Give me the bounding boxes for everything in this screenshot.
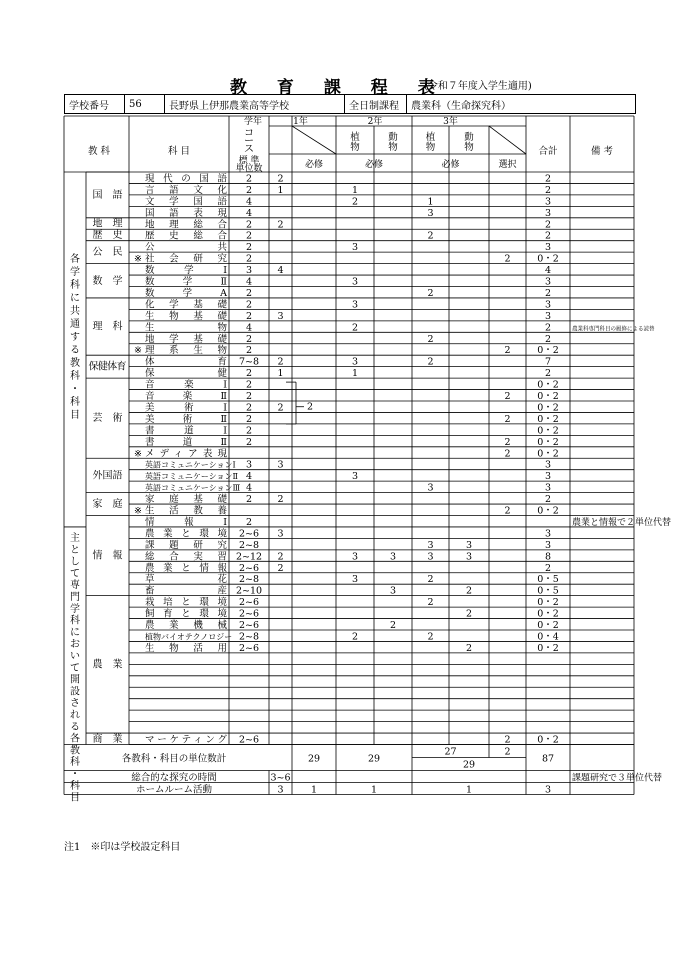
total-credits: 2	[544, 184, 552, 196]
year2-plant-credits: 3	[351, 551, 359, 563]
subject-name: 歴史総合	[145, 230, 227, 242]
year3-elective-credits: 2	[504, 505, 511, 517]
total-credits: 3	[544, 310, 552, 322]
common-area-label: 各	[70, 254, 80, 265]
total-credits: 0・2	[537, 379, 559, 391]
col-dobutsu: 物	[464, 142, 474, 153]
col-sentaku: 選択	[498, 160, 517, 170]
tankyu-label: 総合的な探究の時間	[131, 772, 217, 784]
subject-name: 地学基礎	[145, 333, 227, 345]
standard-credits: 2	[245, 425, 253, 437]
col-gakunen: 学年	[243, 117, 263, 127]
total-credits: 2	[544, 562, 552, 574]
total-credits: 0・2	[537, 413, 559, 425]
total-credits: 2	[544, 322, 552, 334]
summary-label: 各教科・科目の単位数計	[121, 753, 227, 765]
standard-credits: 2~6	[238, 620, 260, 631]
year3-elective-credits: 2	[504, 734, 511, 746]
subject-name: 栽培と環境	[145, 597, 227, 609]
summary-year2: 29	[367, 753, 381, 765]
special-area-label: さ	[70, 698, 80, 710]
standard-credits: 2~6	[238, 562, 260, 574]
subject-name: 書道Ⅱ	[145, 436, 227, 448]
common-area-label: ・	[70, 384, 80, 395]
standard-credits: 2~8	[238, 574, 260, 586]
homeroom-year2: 1	[370, 784, 378, 796]
year1-credits: 1	[277, 368, 284, 380]
year3-animal-credits: 3	[465, 539, 473, 551]
common-area-label: に	[70, 293, 80, 304]
col-tanisu: 単位数	[235, 164, 263, 174]
standard-credits: 2~6	[238, 734, 260, 746]
year1-credits: 1	[277, 184, 284, 196]
common-area-label: 目	[70, 410, 80, 421]
page-title: 教 育 課 程 表	[230, 78, 447, 98]
year1-credits: 2	[277, 551, 284, 563]
common-area-label: 科	[70, 280, 80, 291]
standard-credits: 2	[245, 230, 253, 242]
year1-credits: 2	[277, 173, 284, 185]
standard-credits: 2	[245, 368, 253, 380]
year3-elective-credits: 2	[504, 436, 511, 448]
year3-plant-credits: 2	[427, 333, 434, 345]
special-area-label: 学	[70, 603, 80, 615]
year1-credits: 3	[277, 310, 284, 322]
col-course: コ	[244, 128, 254, 139]
common-area-label: 科	[70, 397, 80, 408]
standard-credits: 2	[245, 379, 253, 391]
special-area-label: し	[70, 556, 80, 568]
total-credits: 0・2	[537, 597, 559, 609]
year2-plant-credits: 3	[351, 276, 359, 288]
total-credits: 3	[544, 299, 552, 311]
standard-credits: 2~6	[238, 642, 260, 654]
standard-credits: 2~10	[235, 585, 263, 597]
total-credits: 3	[544, 242, 552, 254]
subject-name: 畜産	[145, 585, 227, 597]
subject-name: 美術Ⅰ	[145, 402, 227, 414]
special-area-label: と	[70, 544, 80, 556]
subject-name: 生物基礎	[145, 310, 227, 322]
total-credits: 2	[544, 230, 552, 242]
subject-name: 飼育と環境	[145, 608, 227, 620]
year2-plant-credits: 3	[351, 471, 359, 483]
special-area-label: い	[70, 650, 80, 662]
col-course: ー	[244, 136, 254, 147]
total-credits: 0・4	[537, 631, 559, 643]
subject-name: 地理総合	[145, 219, 227, 231]
year3-plant-credits: 2	[427, 574, 434, 586]
special-area-label: 開	[70, 674, 80, 686]
total-credits: 3	[544, 459, 552, 471]
standard-credits: 2~8	[238, 539, 260, 551]
year2-plant-credits: 3	[351, 356, 359, 368]
standard-credits: 2~8	[238, 631, 260, 643]
total-credits: 7	[544, 356, 552, 368]
col-hisshu: 必修	[304, 160, 324, 170]
special-area-label: 科	[70, 757, 80, 769]
school-defined-mark: ※	[134, 345, 142, 357]
subject-name: 生物活用	[145, 642, 227, 654]
col-course: ス	[244, 144, 254, 155]
kyoka-label: 保健体育	[88, 361, 127, 373]
standard-credits: 2	[245, 516, 253, 528]
special-area-label: る	[70, 721, 80, 733]
summary-year3-required: 27	[444, 746, 457, 758]
col-gokei: 合計	[538, 146, 558, 157]
standard-credits: 3	[245, 459, 253, 471]
total-credits: 0・2	[537, 436, 559, 448]
year3-elective-credits: 2	[504, 391, 511, 402]
subject-name: 音楽Ⅱ	[145, 391, 227, 402]
special-area-label: 専	[70, 580, 80, 592]
total-credits: 0・2	[537, 253, 559, 265]
subject-name: 理系生物	[145, 345, 227, 357]
common-area-label: る	[70, 345, 80, 356]
col-shokubutsu: 植	[350, 132, 360, 143]
year1-credits: 2	[277, 356, 284, 368]
common-area-label: 通	[70, 319, 80, 330]
standard-credits: 2	[245, 287, 253, 299]
standard-credits: 2	[245, 333, 253, 345]
summary-year3-total: 29	[462, 759, 476, 771]
subject-name: 社会研究	[145, 253, 227, 265]
year3-plant-credits: 3	[427, 482, 434, 494]
standard-credits: 2	[245, 219, 253, 231]
total-credits: 2	[544, 333, 552, 345]
subject-name: 家庭基礎	[145, 494, 227, 506]
subject-name: 書道Ⅰ	[145, 425, 227, 437]
col-dobutsu: 物	[388, 142, 398, 153]
total-credits: 3	[544, 207, 552, 219]
special-area-label: れ	[70, 709, 80, 721]
total-credits: 0・2	[537, 448, 559, 460]
standard-credits: 2	[245, 402, 253, 414]
standard-credits: 2	[245, 184, 253, 196]
col-hyojun: 標 準	[238, 156, 260, 166]
year2-plant-credits: 1	[351, 184, 359, 196]
col-hisshu: 必修	[364, 160, 384, 170]
total-credits: 3	[544, 539, 552, 551]
year3-plant-credits: 2	[427, 597, 434, 609]
diagonal	[292, 126, 336, 154]
subject-name: 植物バイオテクノロジー	[145, 632, 233, 642]
total-credits: 0・2	[537, 505, 559, 517]
subject-name: 体育	[145, 356, 227, 368]
year2-animal-credits: 2	[389, 620, 397, 631]
standard-credits: 2	[245, 299, 253, 311]
kyoka-label: 家 庭	[92, 499, 123, 511]
school-name: 長野県上伊那農業高等学校	[165, 95, 345, 113]
total-credits: 3	[544, 196, 552, 208]
standard-credits: 2	[245, 310, 253, 322]
school-header	[64, 94, 636, 114]
common-area-label: す	[70, 332, 80, 343]
col-year2: 2年	[367, 117, 383, 127]
year2-plant-credits: 1	[351, 368, 359, 380]
year3-plant-credits: 1	[427, 196, 434, 208]
col-kamoku: 科 目	[167, 146, 191, 157]
standard-credits: 2~6	[238, 597, 260, 609]
subject-name: 情報Ⅰ	[145, 516, 227, 528]
year2-plant-credits: 3	[351, 299, 359, 311]
total-credits: 0・2	[537, 620, 559, 631]
year1-credits: 3	[277, 459, 284, 471]
homeroom-year1: 1	[310, 784, 318, 796]
kyoka-label: 国 語	[92, 189, 123, 201]
year3-plant-credits: 3	[427, 539, 434, 551]
kyoka-label: 情 報	[92, 550, 123, 562]
school-no: 56	[125, 95, 165, 113]
total-credits: 2	[544, 494, 552, 506]
special-area-label: 各	[70, 733, 80, 745]
subject-name: 文学国語	[145, 196, 227, 208]
homeroom-total: 3	[544, 784, 552, 796]
kyoka-label: 数 学	[92, 275, 123, 287]
standard-credits: 2	[245, 345, 253, 357]
total-credits: 0・2	[537, 402, 559, 414]
total-credits: 3	[544, 276, 552, 288]
total-credits: 2	[544, 287, 552, 299]
standard-credits: 2	[245, 436, 253, 448]
kyoka-label: 外国語	[92, 470, 123, 482]
col-kyoka: 教 科	[87, 146, 111, 157]
page-subtitle: (令和７年度入学生適用)	[424, 81, 532, 92]
subject-name: 農業と環境	[145, 528, 227, 540]
special-area-label: て	[70, 568, 80, 580]
year3-plant-credits: 2	[427, 631, 434, 643]
year3-plant-credits: 3	[427, 207, 434, 219]
kyoka-label: 農 業	[92, 659, 123, 671]
year2-plant-credits: 2	[351, 322, 359, 334]
standard-credits: 3	[245, 265, 253, 277]
standard-credits: 2	[245, 173, 253, 185]
year2-plant-credits: 3	[351, 242, 359, 254]
standard-credits: 4	[245, 196, 253, 208]
standard-credits: 4	[245, 482, 253, 494]
special-area-label: 目	[70, 792, 80, 804]
tankyu-remarks: 課題研究で３単位代替	[572, 773, 663, 784]
subject-name: 保健	[145, 368, 227, 380]
special-area-label: 門	[70, 591, 80, 603]
special-area-label: ・	[70, 768, 80, 780]
total-credits: 0・2	[537, 642, 559, 654]
col-shokubutsu: 物	[425, 142, 436, 153]
total-credits: 2	[544, 368, 552, 380]
special-area-label: 教	[70, 745, 80, 757]
subject-name: 国語表現	[145, 207, 227, 219]
standard-credits: 2~12	[235, 551, 263, 563]
standard-credits: 2	[245, 253, 253, 265]
subject-name: 音楽Ⅰ	[145, 379, 227, 391]
subject-name: 課題研究	[145, 539, 227, 551]
remarks: 農業科専門科目の履修による読替	[572, 326, 655, 333]
school-no-label: 学校番号	[65, 95, 125, 113]
subject-name: 化学基礎	[145, 299, 227, 311]
subject-name: マーケティング	[145, 734, 227, 746]
subject-name: 数学A	[145, 287, 227, 299]
special-area-label: て	[70, 662, 80, 674]
year1-credits: 2	[277, 494, 284, 506]
year3-plant-credits: 2	[427, 356, 434, 368]
col-hisshu: 必修	[441, 160, 460, 170]
year3-plant-credits: 2	[427, 287, 434, 299]
year3-plant-credits: 2	[427, 230, 434, 242]
special-area-label: に	[70, 627, 80, 639]
year1-credits: 2	[277, 402, 284, 414]
year2-animal-credits: 3	[389, 585, 397, 597]
subject-name: 農業機械	[145, 620, 227, 631]
subject-name: 草花	[145, 574, 227, 586]
total-credits: 0・2	[537, 425, 559, 437]
year1-credits: 4	[277, 265, 284, 277]
standard-credits: 4	[245, 207, 253, 219]
subject-name: 現代の国語	[145, 173, 227, 185]
kyoka-label: 歴 史	[92, 229, 123, 241]
special-area-label: 設	[70, 686, 80, 698]
year2-animal-credits: 3	[389, 551, 397, 563]
kyoka-label: 理 科	[92, 321, 123, 333]
subject-name: 数学Ⅰ	[145, 265, 227, 277]
summary-total: 87	[541, 753, 555, 765]
common-area-label: 科	[70, 371, 80, 382]
kyoka-label: 地 理	[92, 218, 123, 230]
special-area-label: 主	[70, 532, 80, 544]
remarks: 農業と情報で２単位代替	[572, 517, 672, 528]
col-year1: 1年	[293, 117, 308, 127]
year1-credits: 2	[277, 562, 284, 574]
homeroom-standard: 3	[277, 784, 284, 796]
year3-animal-credits: 2	[465, 585, 473, 597]
col-dobutsu: 動	[464, 132, 474, 143]
total-credits: 3	[544, 471, 552, 483]
year2-plant-credits: 2	[351, 631, 359, 643]
year3-elective-credits: 2	[504, 448, 511, 460]
special-area-label: 科	[70, 615, 80, 627]
tankyu-standard: 3~6	[270, 772, 291, 784]
homeroom-year3: 1	[465, 784, 473, 796]
subject-name: 英語コミュニケーションⅠ	[145, 460, 236, 470]
year3-plant-credits: 3	[427, 551, 434, 563]
total-credits: 0・2	[537, 734, 559, 746]
subject-name: 総合実習	[145, 551, 227, 563]
special-area-label: お	[70, 639, 80, 651]
common-area-label: 学	[70, 267, 80, 278]
subject-name: メディア表現	[145, 448, 227, 460]
department: 農業科（生命探究科）	[411, 100, 511, 112]
total-credits: 0・2	[537, 608, 559, 620]
col-biko: 備 考	[590, 146, 614, 157]
year2-plant-credits: 3	[351, 574, 359, 586]
kyoka-label: 芸 術	[92, 413, 123, 425]
standard-credits: 2	[245, 413, 253, 425]
total-credits: 8	[544, 551, 552, 563]
course-type: 全日制課程	[345, 95, 407, 113]
year1-credits: 3	[277, 528, 284, 540]
total-credits: 2	[544, 219, 552, 231]
kyoka-label: 公 民	[92, 247, 123, 259]
year3-elective-credits: 2	[504, 253, 511, 265]
standard-credits: 2	[245, 494, 253, 506]
col-shokubutsu: 植	[425, 132, 436, 143]
subject-name: 生活教養	[145, 505, 227, 517]
col-year3: 3年	[443, 117, 458, 127]
common-area-label: 教	[70, 358, 80, 369]
total-credits: 0・2	[537, 391, 559, 402]
subject-name: 公共	[145, 242, 227, 254]
standard-credits: 2~6	[238, 528, 260, 540]
kyoka-label: 商 業	[92, 733, 123, 745]
standard-credits: 2~6	[238, 608, 260, 620]
standard-credits: 2	[245, 391, 253, 402]
school-defined-mark: ※	[134, 253, 142, 265]
special-area-label: 科	[70, 780, 80, 792]
summary-year3-elective: 2	[504, 746, 511, 758]
standard-credits: 4	[245, 276, 253, 288]
standard-credits: 7~8	[238, 356, 260, 368]
curriculum-table	[64, 116, 672, 836]
total-credits: 3	[544, 482, 552, 494]
year3-elective-credits: 2	[504, 413, 511, 425]
subject-name: 数学Ⅱ	[145, 276, 227, 288]
subject-name: 農業と情報	[145, 562, 227, 574]
year2-plant-credits: 2	[351, 196, 359, 208]
standard-credits: 4	[245, 471, 253, 483]
footnote: 注1 ※印は学校設定科目	[64, 842, 181, 853]
year3-elective-credits: 2	[504, 345, 511, 357]
total-credits: 0・5	[537, 585, 559, 597]
common-area-label: 共	[70, 306, 80, 317]
diagonal	[489, 126, 526, 154]
year3-animal-credits: 2	[465, 642, 473, 654]
school-defined-mark: ※	[134, 448, 142, 460]
subject-name: 美術Ⅱ	[145, 413, 227, 425]
subject-name: 英語コミュニケーションⅢ	[145, 483, 241, 493]
total-credits: 2	[544, 173, 552, 185]
year1-credits: 2	[277, 219, 284, 231]
bracket-credits: 2	[306, 401, 314, 413]
summary-year1: 29	[307, 753, 321, 765]
school-defined-mark: ※	[134, 505, 142, 517]
total-credits: 4	[544, 265, 552, 277]
year3-animal-credits: 2	[465, 608, 473, 620]
total-credits: 0・2	[537, 345, 559, 357]
total-credits: 0・5	[537, 574, 559, 586]
total-credits: 3	[544, 528, 552, 540]
homeroom-label: ホームルーム活動	[135, 784, 213, 796]
standard-credits: 4	[245, 322, 253, 334]
col-shokubutsu: 物	[350, 142, 360, 153]
subject-name: 言語文化	[145, 184, 227, 196]
year3-animal-credits: 3	[465, 551, 473, 563]
subject-name: 生物	[145, 322, 227, 334]
col-dobutsu: 動	[388, 132, 398, 143]
subject-name: 英語コミュニケーションⅡ	[145, 472, 238, 482]
standard-credits: 2	[245, 242, 253, 254]
